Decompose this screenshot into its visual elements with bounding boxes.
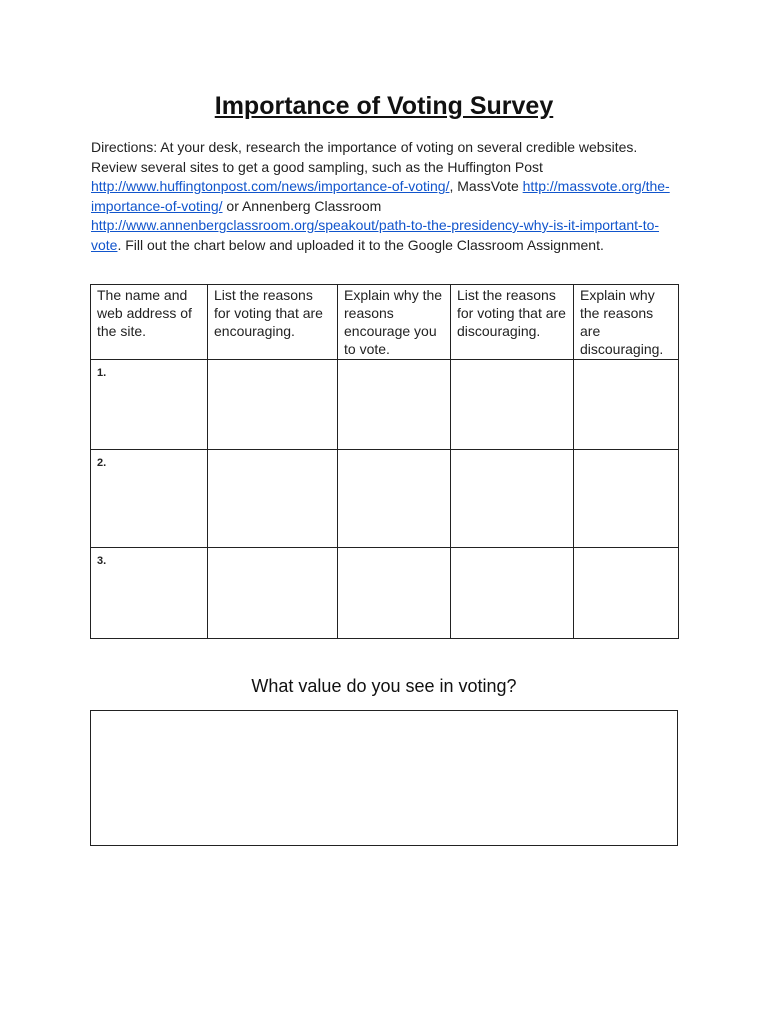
discouraging-reasons-cell[interactable] [451,360,574,450]
explain-encouraging-cell[interactable] [338,548,451,639]
header-encouraging-reasons: List the reasons for voting that are encouraging. [208,285,338,360]
explain-encouraging-cell[interactable] [338,360,451,450]
chart-header-row [91,285,679,360]
encouraging-reasons-cell[interactable] [208,548,338,639]
massvote-link[interactable]: http://massvote.org/the-importance-of-voting/ [91,178,670,214]
explain-discouraging-cell[interactable] [574,548,679,639]
huffington-post-link[interactable]: http://www.huffingtonpost.com/news/importance-of-voting/ [91,178,450,194]
answer-box[interactable] [90,710,678,846]
directions-paragraph [91,138,681,255]
row-number: 1. [97,367,107,379]
header-site-name: The name and web address of the site. [91,285,208,360]
row-number: 2. [97,457,107,469]
page-title: Importance of Voting Survey [214,92,554,120]
annenberg-classroom-link[interactable]: http://www.annenbergclassroom.org/speakout/path-to-the-presidency-why-is-it-important-to-vote [91,217,660,253]
voting-value-question: What value do you see in voting? [251,676,517,696]
explain-discouraging-cell[interactable] [574,360,679,450]
header-explain-encouraging: Explain why the reasons encourage you to vote. [338,285,451,360]
explain-discouraging-cell[interactable] [574,450,679,548]
directions-separator-1: , MassVote [449,178,523,194]
explain-encouraging-cell[interactable] [338,450,451,548]
directions-separator-2: or Annenberg Classroom [222,197,382,214]
table-row [91,450,679,548]
encouraging-reasons-cell[interactable] [208,450,338,548]
table-row [91,548,679,639]
directions-intro: Directions: At your desk, research the importance of voting on several credible websites. Review several sites to get a good sampling, such as the Huffington Post [91,139,638,175]
encouraging-reasons-cell[interactable] [208,360,338,450]
header-discouraging-reasons: List the reasons for voting that are discouraging. [451,285,574,360]
table-row [91,360,679,450]
header-explain-discouraging: Explain why the reasons are discouraging. [574,285,679,360]
site-name-cell[interactable] [91,548,208,639]
directions-outro: . Fill out the chart below and uploaded it to the Google Classroom Assignment. [117,236,604,253]
discouraging-reasons-cell[interactable] [451,548,574,639]
survey-chart [90,284,679,639]
site-name-cell[interactable] [91,450,208,548]
site-name-cell[interactable] [91,360,208,450]
discouraging-reasons-cell[interactable] [451,450,574,548]
row-number: 3. [97,555,107,567]
